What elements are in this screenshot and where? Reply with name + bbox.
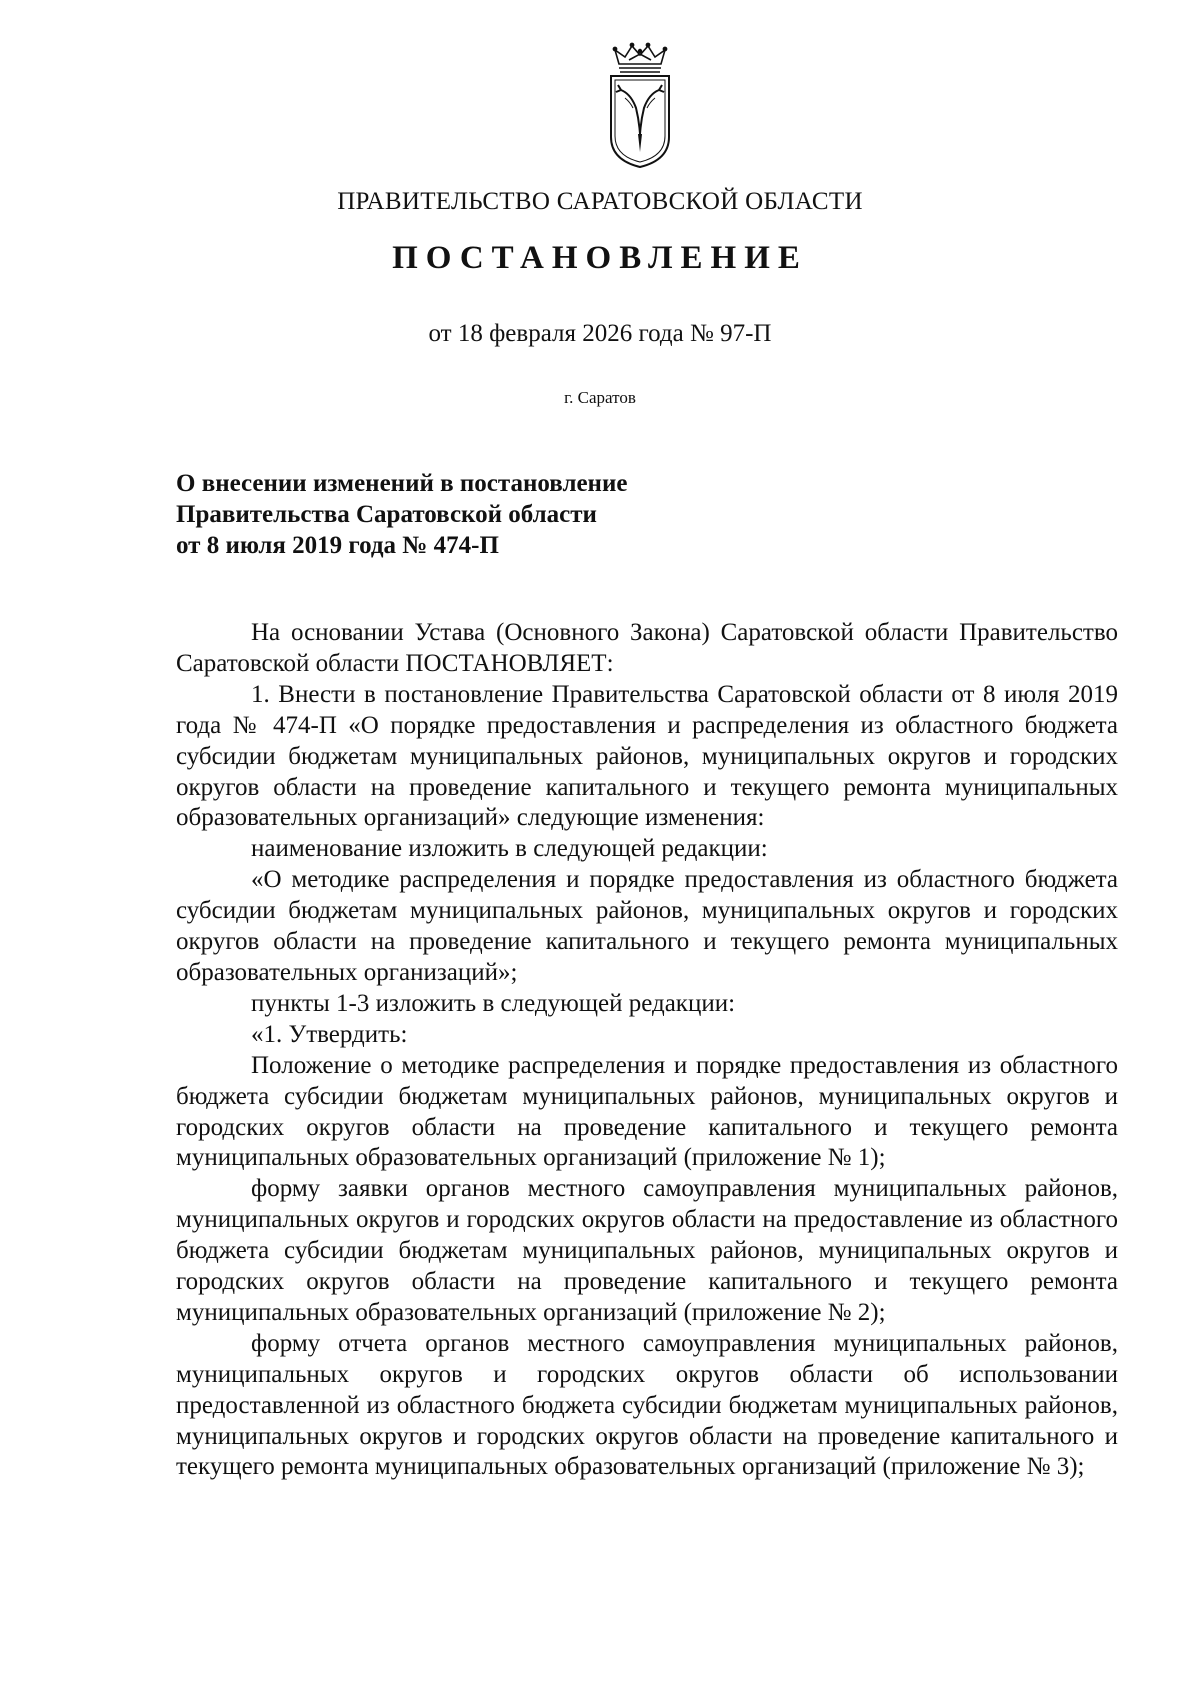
paragraph: Положение о методике распределения и порядке предоставления из областного бюджета субсидии бюджетам муниципальных районов, муниципальных округов и городских округов области на проведение капитального и текущего ремонта муниципальных образовательных организаций (приложение № 1); xyxy=(176,1051,1118,1172)
subject-line: О внесении изменений в постановление xyxy=(176,470,628,497)
paragraph: форму отчета органов местного самоуправления муниципальных районов, муниципальных округов и городских округов области об использовании предоставленной из областного бюджета субсидии бюджетам муниципальных районов, муниципальных округов и городских округов области на проведение капитального и текущего ремонта муниципальных образовательных организаций (приложение № 3); xyxy=(176,1329,1118,1481)
paragraph: На основании Устава (Основного Закона) Саратовской области Правительство Саратовской области ПОСТАНОВЛЯЕТ: xyxy=(176,619,1118,677)
document-body xyxy=(176,618,1118,1483)
document-type-title: ПОСТАНОВЛЕНИЕ xyxy=(392,240,808,276)
paragraph: форму заявки органов местного самоуправления муниципальных районов, муниципальных округов и городских округов области на предоставление из областного бюджета субсидии бюджетам муниципальных районов, муниципальных округов и городских округов области на проведение капитального и текущего ремонта муниципальных образовательных организаций (приложение № 2); xyxy=(176,1175,1118,1326)
government-name: ПРАВИТЕЛЬСТВО САРАТОВСКОЙ ОБЛАСТИ xyxy=(337,188,863,215)
coat-of-arms-icon xyxy=(605,42,675,170)
subject-line: Правительства Саратовской области xyxy=(176,501,597,528)
city: г. Саратов xyxy=(564,388,636,407)
paragraph: наименование изложить в следующей редакции: xyxy=(251,835,768,863)
paragraph: «О методике распределения и порядке предоставления из областного бюджета субсидии бюджетам муниципальных районов, муниципальных округов и городских округов области на проведение капитального и текущего ремонта муниципальных образовательных организаций»; xyxy=(176,866,1118,986)
paragraph: пункты 1-3 изложить в следующей редакции: xyxy=(251,989,736,1017)
subject-line: от 8 июля 2019 года № 474-П xyxy=(176,532,499,559)
date-and-number: от 18 февраля 2026 года № 97-П xyxy=(428,320,772,347)
paragraph: «1. Утвердить: xyxy=(251,1020,408,1048)
paragraph: 1. Внести в постановление Правительства Саратовской области от 8 июля 2019 года № 474-П «О порядке предоставления и распределения из областного бюджета субсидии бюджетам муниципальных районов, муниципальных округов и городских округов области на проведение капитального и текущего ремонта муниципальных образовательных организаций» следующие изменения: xyxy=(176,680,1118,832)
document-subject xyxy=(176,468,627,561)
